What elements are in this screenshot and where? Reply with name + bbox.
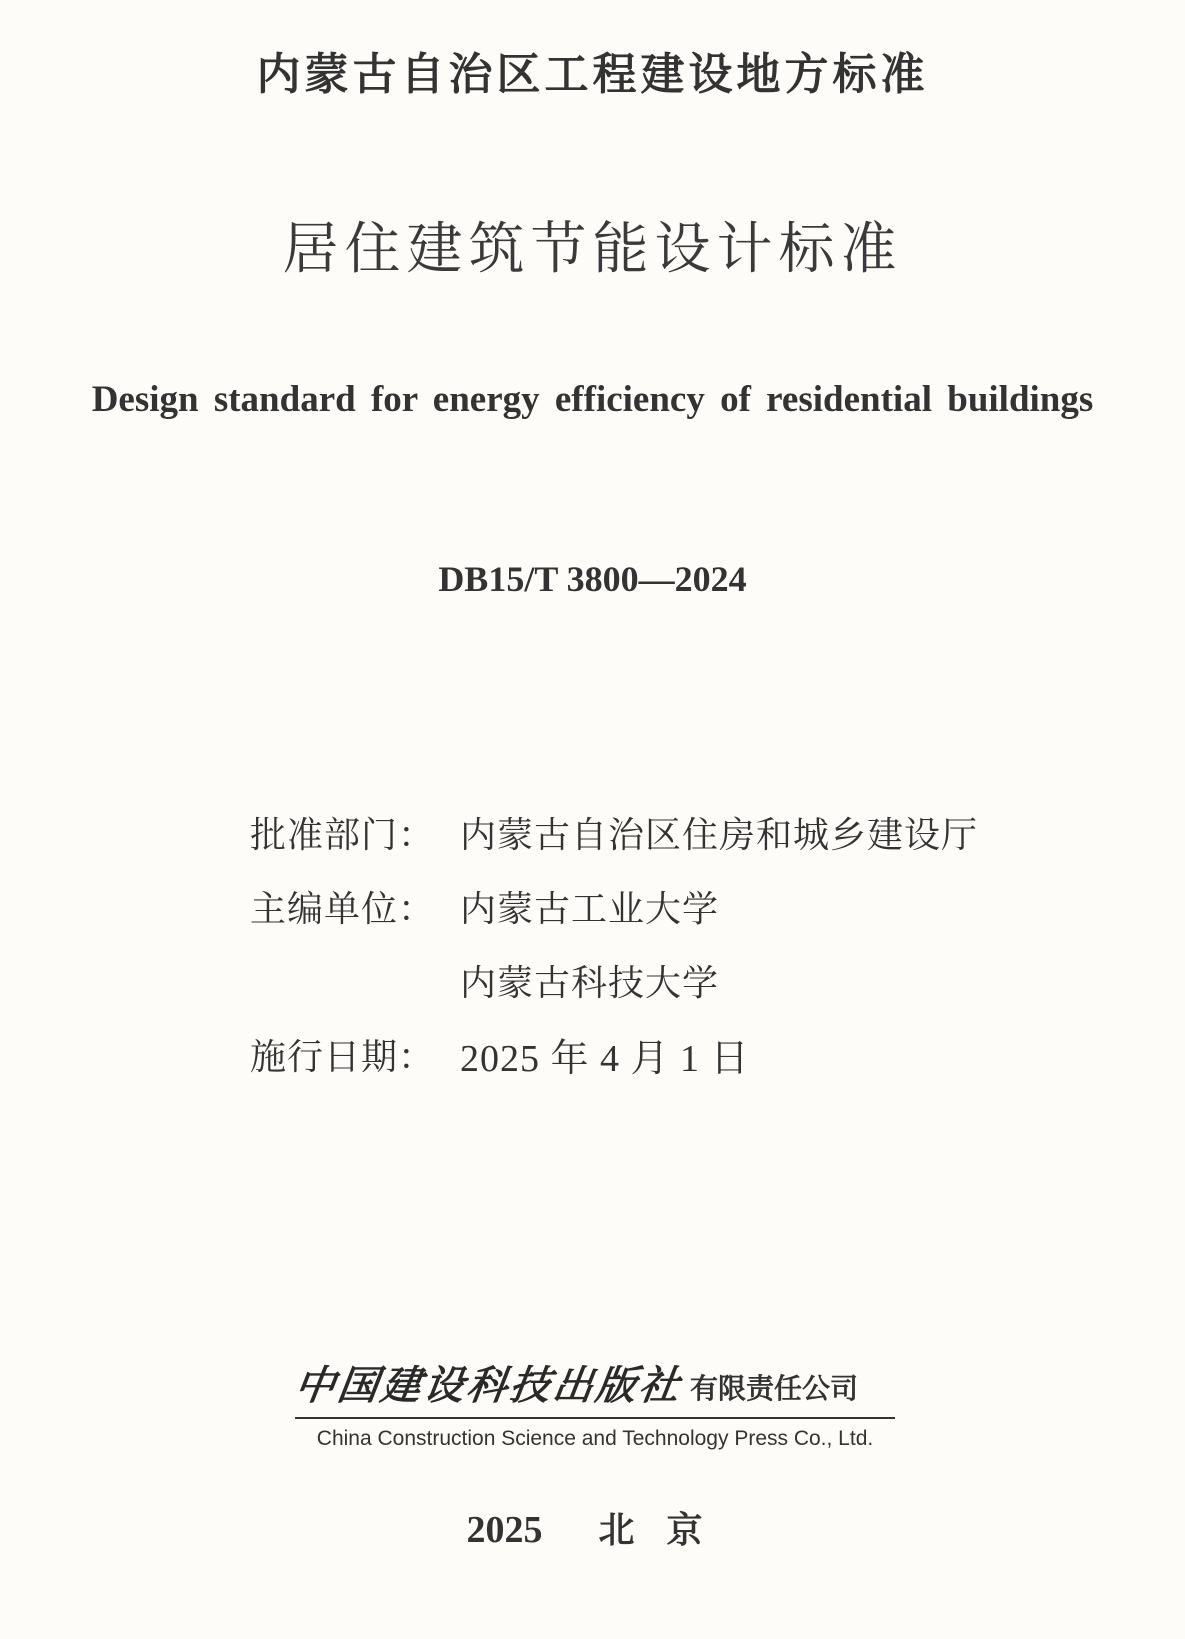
editor-row — [250, 869, 1100, 943]
publisher-logo — [291, 1355, 895, 1451]
title-english: Design standard for energy efficiency of residential buildings — [91, 379, 1094, 420]
editor-label: 主编单位： — [250, 888, 436, 930]
approval-label: 批准部门： — [250, 814, 436, 856]
effective-label: 施行日期： — [250, 1036, 436, 1078]
publisher-calligraphy: 中国建设科技出版社 — [291, 1362, 686, 1409]
effective-value: 2025 年 4 月 1 日 — [460, 1037, 750, 1080]
title-chinese: 居住建筑节能设计标准 — [282, 217, 903, 282]
series-heading: 内蒙古自治区工程建设地方标准 — [256, 49, 929, 100]
imprint — [0, 1502, 1185, 1553]
imprint-city-2: 京 — [666, 1510, 703, 1551]
editor-value-1: 内蒙古工业大学 — [460, 888, 720, 930]
effective-row — [250, 1017, 1100, 1091]
info-block — [250, 795, 1100, 1091]
approval-row — [250, 795, 1100, 869]
editor-row-2 — [250, 943, 1100, 1017]
approval-value: 内蒙古自治区住房和城乡建设厅 — [460, 814, 979, 856]
imprint-year: 2025 — [466, 1509, 543, 1551]
standard-code: DB15/T 3800—2024 — [438, 559, 747, 599]
editor-value-2: 内蒙古科技大学 — [460, 962, 720, 1004]
publisher-name-chinese — [291, 1355, 895, 1419]
imprint-city-1: 北 — [598, 1510, 635, 1551]
publisher-name-english: China Construction Science and Technology Press Co., Ltd. — [316, 1427, 874, 1450]
publisher-suffix: 有限责任公司 — [690, 1372, 859, 1405]
